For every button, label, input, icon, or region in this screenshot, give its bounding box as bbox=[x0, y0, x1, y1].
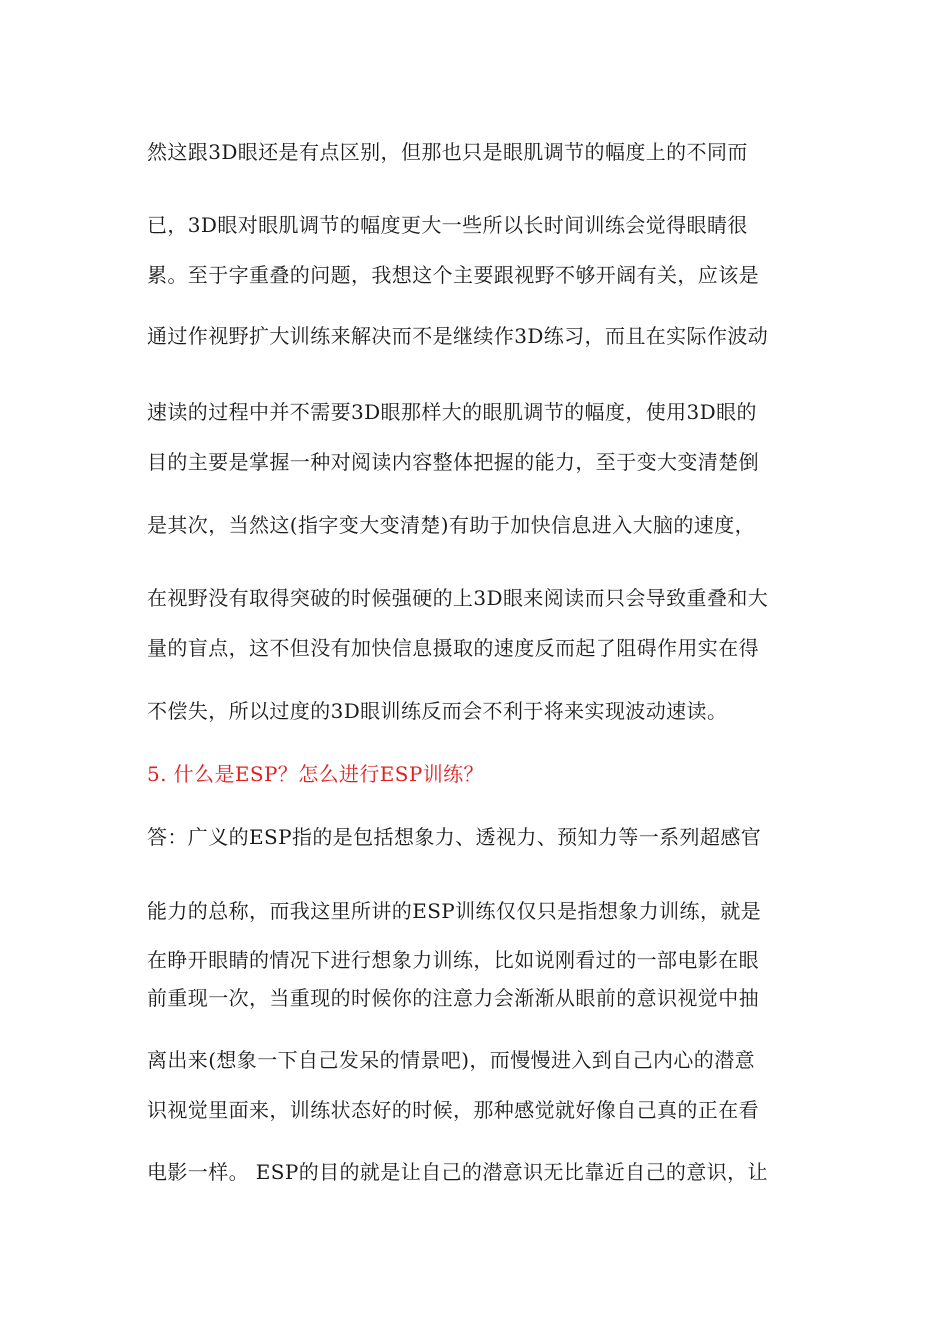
answer-line: 电影一样。 ESP的目的就是让自己的潜意识无比靠近自己的意识，让 bbox=[147, 1160, 768, 1184]
answer-line: 离出来(想象一下自己发呆的情景吧)，而慢慢进入到自己内心的潜意 bbox=[147, 1048, 756, 1072]
paragraph-line: 已，3D眼对眼肌调节的幅度更大一些所以长时间训练会觉得眼睛很 bbox=[147, 213, 748, 237]
answer-line: 能力的总称，而我这里所讲的ESP训练仅仅只是指想象力训练，就是 bbox=[147, 899, 762, 923]
answer-line: 在睁开眼睛的情况下进行想象力训练，比如说刚看过的一部电影在眼 bbox=[147, 948, 759, 972]
paragraph-line: 目的主要是掌握一种对阅读内容整体把握的能力，至于变大变清楚倒 bbox=[147, 450, 759, 474]
paragraph-line: 通过作视野扩大训练来解决而不是继续作3D练习，而且在实际作波动 bbox=[147, 324, 769, 348]
paragraph-line: 速读的过程中并不需要3D眼那样大的眼肌调节的幅度，使用3D眼的 bbox=[147, 400, 757, 424]
paragraph-line: 在视野没有取得突破的时候强硬的上3D眼来阅读而只会导致重叠和大 bbox=[147, 586, 769, 610]
section-heading: 5. 什么是ESP？怎么进行ESP训练？ bbox=[147, 762, 484, 786]
paragraph-line: 累。至于字重叠的问题，我想这个主要跟视野不够开阔有关，应该是 bbox=[147, 263, 759, 287]
answer-line: 答：广义的ESP指的是包括想象力、透视力、预知力等一系列超感官 bbox=[147, 825, 762, 849]
answer-line: 前重现一次，当重现的时候你的注意力会渐渐从眼前的意识视觉中抽 bbox=[147, 986, 759, 1010]
paragraph-line: 然这跟3D眼还是有点区别，但那也只是眼肌调节的幅度上的不同而 bbox=[147, 140, 748, 164]
paragraph-line: 不偿失，所以过度的3D眼训练反而会不利于将来实现波动速读。 bbox=[147, 699, 728, 723]
answer-line: 识视觉里面来，训练状态好的时候，那种感觉就好像自己真的正在看 bbox=[147, 1098, 759, 1122]
paragraph-line: 是其次，当然这(指字变大变清楚)有助于加快信息进入大脑的速度， bbox=[147, 513, 756, 537]
paragraph-line: 量的盲点，这不但没有加快信息摄取的速度反而起了阻碍作用实在得 bbox=[147, 636, 759, 660]
